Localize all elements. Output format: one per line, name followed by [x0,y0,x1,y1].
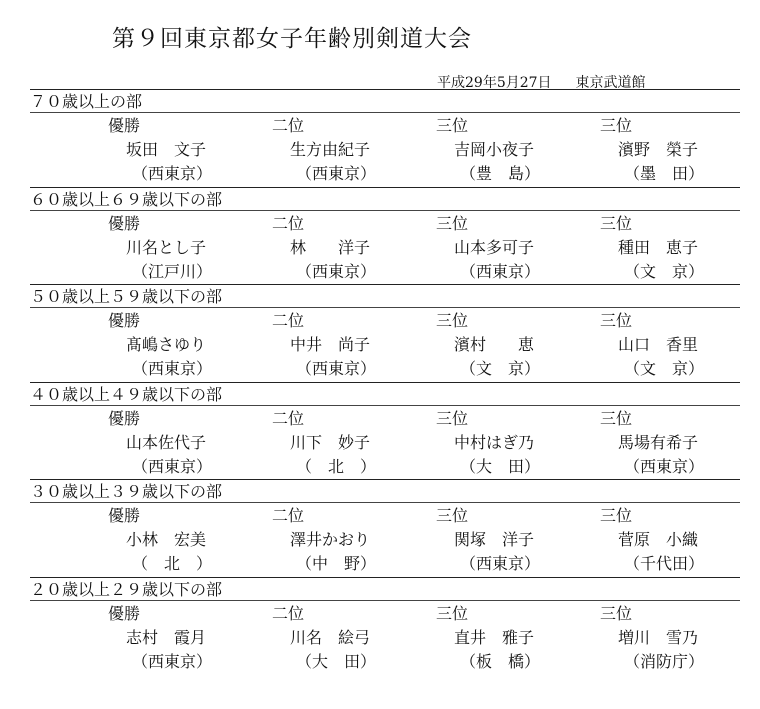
competitor-team: （西東京） [296,164,377,183]
competitor-name: 増川 雪乃 [618,627,699,647]
competitor-name: 小林 宏美 [126,530,207,549]
category-section [30,89,740,187]
rank-label: 三位 [600,408,633,428]
competitor-name: 志村 霞月 [126,627,207,647]
competitor-name: 髙嶋さゆり [126,335,207,354]
category-divider [30,502,740,503]
competitor-team: （西東京） [460,261,541,281]
rank-label: 三位 [600,603,633,623]
result-column [600,114,740,186]
rank-label: 三位 [600,506,633,525]
competitor-name: 濱村 恵 [454,335,535,354]
competitor-team: （西東京） [460,554,541,573]
competitor-name: 中井 尚子 [290,335,371,354]
event-date: 平成29年5月27日 [437,75,552,91]
rank-label: 三位 [436,408,469,428]
rank-label: 優勝 [108,506,141,525]
competitor-team: （文 京） [624,359,705,378]
category-divider [30,600,740,601]
competitor-name: 種田 恵子 [618,237,699,257]
rank-label: 優勝 [108,116,141,135]
competitor-team: （西東京） [132,164,213,183]
rank-label: 二位 [272,603,305,623]
result-column [436,212,576,284]
result-column [436,602,576,674]
competitor-name: 川名とし子 [126,237,207,257]
rank-label: 優勝 [108,408,141,428]
rank-label: 優勝 [108,213,141,233]
rank-label: 二位 [272,506,305,525]
category-label: ６０歳以上６９歳以下の部 [30,189,223,209]
competitor-team: （西東京） [296,359,377,378]
rank-label: 三位 [600,311,633,330]
competitor-team: （中 野） [296,554,377,573]
category-section [30,577,740,675]
result-column [436,114,576,186]
competitor-team: （大 田） [296,651,377,671]
competitor-name: 川下 妙子 [290,432,371,452]
competitor-team: （大 田） [460,456,541,476]
competitor-name: 澤井かおり [290,530,371,549]
competitor-name: 直井 雅子 [454,627,535,647]
competitor-team: （西東京） [296,261,377,281]
rank-label: 優勝 [108,311,141,330]
competitor-team: （西東京） [132,456,213,476]
result-column [436,309,576,381]
result-column [436,407,576,479]
category-section [30,187,740,285]
result-column [272,407,412,479]
result-column [108,309,248,381]
competitor-team: （消防庁） [624,651,705,671]
rank-label: 三位 [436,506,469,525]
category-label: ５０歳以上５９歳以下の部 [30,287,223,306]
result-column [600,309,740,381]
competitor-name: 川名 絵弓 [290,627,371,647]
competitor-name: 山本多可子 [454,237,535,257]
result-column [272,504,412,576]
result-column [600,504,740,576]
competitor-team: （墨 田） [624,164,705,183]
rank-label: 二位 [272,408,305,428]
result-column [272,114,412,186]
competitor-name: 山口 香里 [618,335,699,354]
competitor-name: 濱野 榮子 [618,140,699,159]
category-divider [30,210,740,211]
competitor-team: （文 京） [460,359,541,378]
category-divider [30,405,740,406]
competitor-name: 林 洋子 [290,237,371,257]
competitor-name: 生方由紀子 [290,140,371,159]
event-venue: 東京武道館 [575,75,646,91]
result-column [108,114,248,186]
category-label: ７０歳以上の部 [30,92,143,111]
competitor-name: 坂田 文子 [126,140,207,159]
rank-label: 二位 [272,213,305,233]
category-section [30,479,740,577]
result-column [108,407,248,479]
category-divider [30,112,740,113]
document-title: 第９回東京都女子年齢別剣道大会 [112,26,472,52]
competitor-name: 関塚 洋子 [454,530,535,549]
competitor-team: （文 京） [624,261,705,281]
competitor-name: 馬場有希子 [618,432,699,452]
result-column [600,602,740,674]
rank-label: 二位 [272,311,305,330]
competitor-team: （豊 島） [460,164,541,183]
competitor-name: 吉岡小夜子 [454,140,535,159]
rank-label: 二位 [272,116,305,135]
competitor-team: （江戸川） [132,261,213,281]
rank-label: 三位 [436,311,469,330]
rank-label: 三位 [436,603,469,623]
rank-label: 三位 [436,213,469,233]
competitor-team: （ 北 ） [132,554,213,573]
competitor-name: 菅原 小織 [618,530,699,549]
competitor-name: 山本佐代子 [126,432,207,452]
competitor-team: （西東京） [624,456,705,476]
rank-label: 三位 [600,116,633,135]
result-column [600,212,740,284]
rank-label: 優勝 [108,603,141,623]
category-section [30,284,740,382]
result-column [600,407,740,479]
result-column [272,602,412,674]
competitor-team: （板 橋） [460,651,541,671]
competitor-team: （西東京） [132,359,213,378]
rank-label: 三位 [436,116,469,135]
result-column [272,309,412,381]
rank-label: 三位 [600,213,633,233]
competitor-team: （千代田） [624,554,705,573]
result-column [108,602,248,674]
competitor-team: （西東京） [132,651,213,671]
result-column [108,504,248,576]
result-column [272,212,412,284]
category-section [30,382,740,480]
result-column [108,212,248,284]
category-label: ２０歳以上２９歳以下の部 [30,579,223,599]
results-table [30,89,740,674]
result-column [436,504,576,576]
category-divider [30,307,740,308]
competitor-team: （ 北 ） [296,456,377,476]
competitor-name: 中村はぎ乃 [454,432,535,452]
category-label: ３０歳以上３９歳以下の部 [30,482,223,501]
category-label: ４０歳以上４９歳以下の部 [30,384,223,404]
